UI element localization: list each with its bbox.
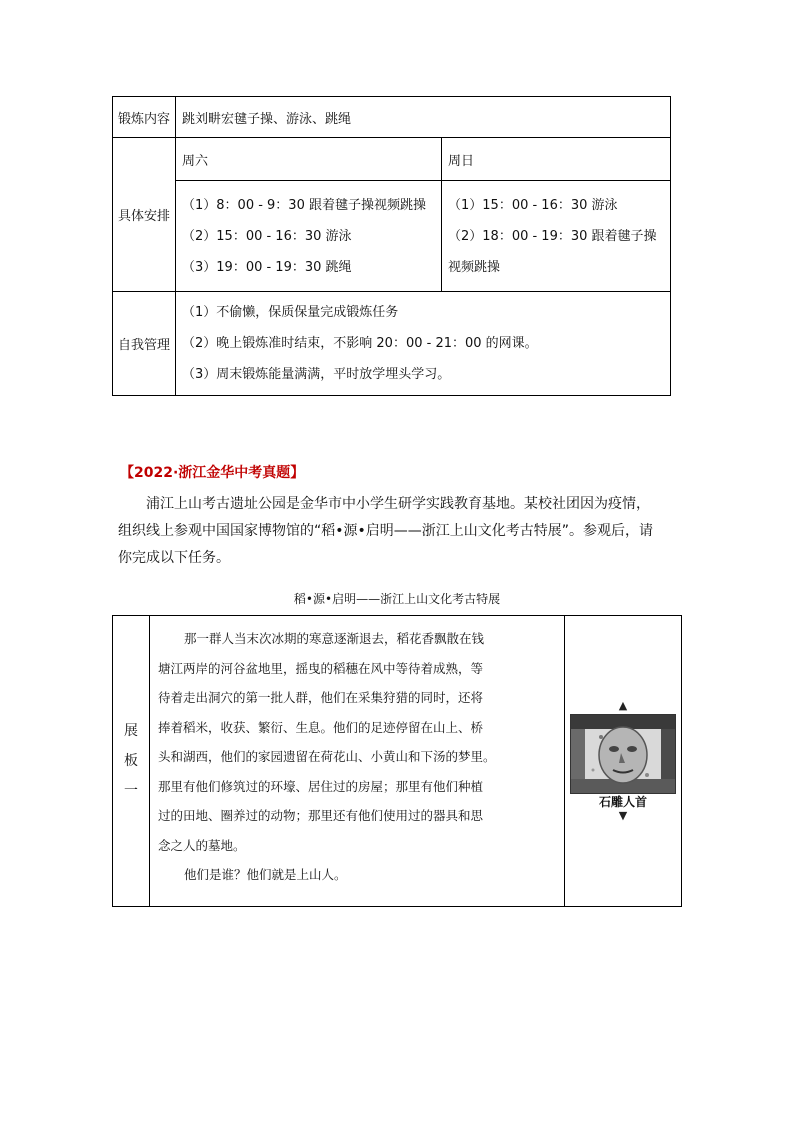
passage-line: 过的田地、圈养过的动物；那里还有他们使用过的器具和思 [158, 808, 484, 823]
self-management-row [113, 292, 671, 396]
content-label: 锻炼内容 [113, 97, 176, 138]
passage-line: 捧着稻米，收获、繁衍、生息。他们的足迹停留在山上、桥 [158, 719, 484, 735]
passage-line: 他们是谁？他们就是上山人。 [184, 867, 347, 882]
passage-line: 头和湖西，他们的家园遗留在荷花山、小黄山和下汤的梦里。 [158, 749, 496, 764]
plan-label: 具体安排 [113, 138, 176, 292]
sunday-schedule [442, 181, 671, 292]
panel-label-char: 展 [124, 723, 138, 739]
stone-carved-head-photo [570, 714, 676, 794]
panel-label-char: 板 [124, 753, 138, 769]
exam-source-heading: 【2022·浙江金华中考真题】 [120, 465, 305, 481]
saturday-schedule [176, 181, 442, 292]
self-management-item: （1）不偷懒，保质保量完成锻炼任务 [182, 305, 399, 320]
self-management-item: （2）晚上锻炼准时结束，不影响 20：00 - 21：00 的网课。 [182, 336, 538, 351]
passage-line: 那一群人当末次冰期的寒意逐渐退去，稻花香飘散在钱 [184, 631, 485, 646]
arrow-up-icon: ▲ [618, 699, 628, 712]
plan-detail-row [113, 181, 671, 292]
self-management-list [176, 292, 671, 396]
intro-line: 你完成以下任务。 [118, 550, 230, 566]
photo-caption: 石雕人首 [598, 795, 647, 809]
passage-line: 念之人的墓地。 [158, 837, 246, 853]
content-value: 跳刘畊宏毽子操、游泳、跳绳 [176, 97, 671, 138]
intro-line: 组织线上参观中国国家博物馆的“稻•源•启明——浙江上山文化考古特展”。参观后，请 [118, 523, 654, 539]
self-management-item: （3）周末锻炼能量满满，平时放学埋头学习。 [182, 367, 451, 382]
saturday-item: （2）15：00 - 16：30 游泳 [182, 228, 352, 244]
stone-head-figure [569, 700, 677, 822]
saturday-header: 周六 [176, 138, 442, 181]
content-row [113, 97, 671, 138]
panel-passage [150, 616, 565, 907]
passage-line: 待着走出洞穴的第一批人群，他们在采集狩猎的同时，还将 [158, 690, 484, 705]
figure-cell [565, 616, 682, 907]
sunday-item: （2）18：00 - 19：30 跟着毽子操 [448, 228, 657, 244]
exercise-plan-table [112, 96, 671, 396]
sunday-header: 周日 [442, 138, 671, 181]
saturday-item: （1）8：00 - 9：30 跟着毽子操视频跳操 [182, 197, 426, 213]
sunday-item: 视频跳操 [448, 259, 501, 275]
saturday-item: （3）19：00 - 19：30 跳绳 [182, 259, 352, 275]
arrow-down-icon: ▼ [618, 809, 628, 822]
panel-label [113, 616, 150, 907]
intro-line: 浦江上山考古遗址公园是金华市中小学生研学实践教育基地。某校社团因为疫情， [146, 496, 650, 512]
plan-header-row [113, 138, 671, 181]
intro-paragraph [118, 491, 678, 572]
panel-label-char: 一 [124, 783, 138, 799]
exhibit-panel-table [112, 615, 682, 907]
exhibit-caption: 稻•源•启明——浙江上山文化考古特展 [293, 592, 501, 606]
sunday-item: （1）15：00 - 16：30 游泳 [448, 197, 618, 213]
stone-head-image [571, 715, 675, 793]
self-management-label: 自我管理 [113, 292, 176, 396]
passage-line: 塘江两岸的河谷盆地里，摇曳的稻穗在风中等待着成熟，等 [158, 660, 484, 676]
passage-line: 那里有他们修筑过的环壕、居住过的房屋；那里有他们种植 [158, 778, 484, 794]
